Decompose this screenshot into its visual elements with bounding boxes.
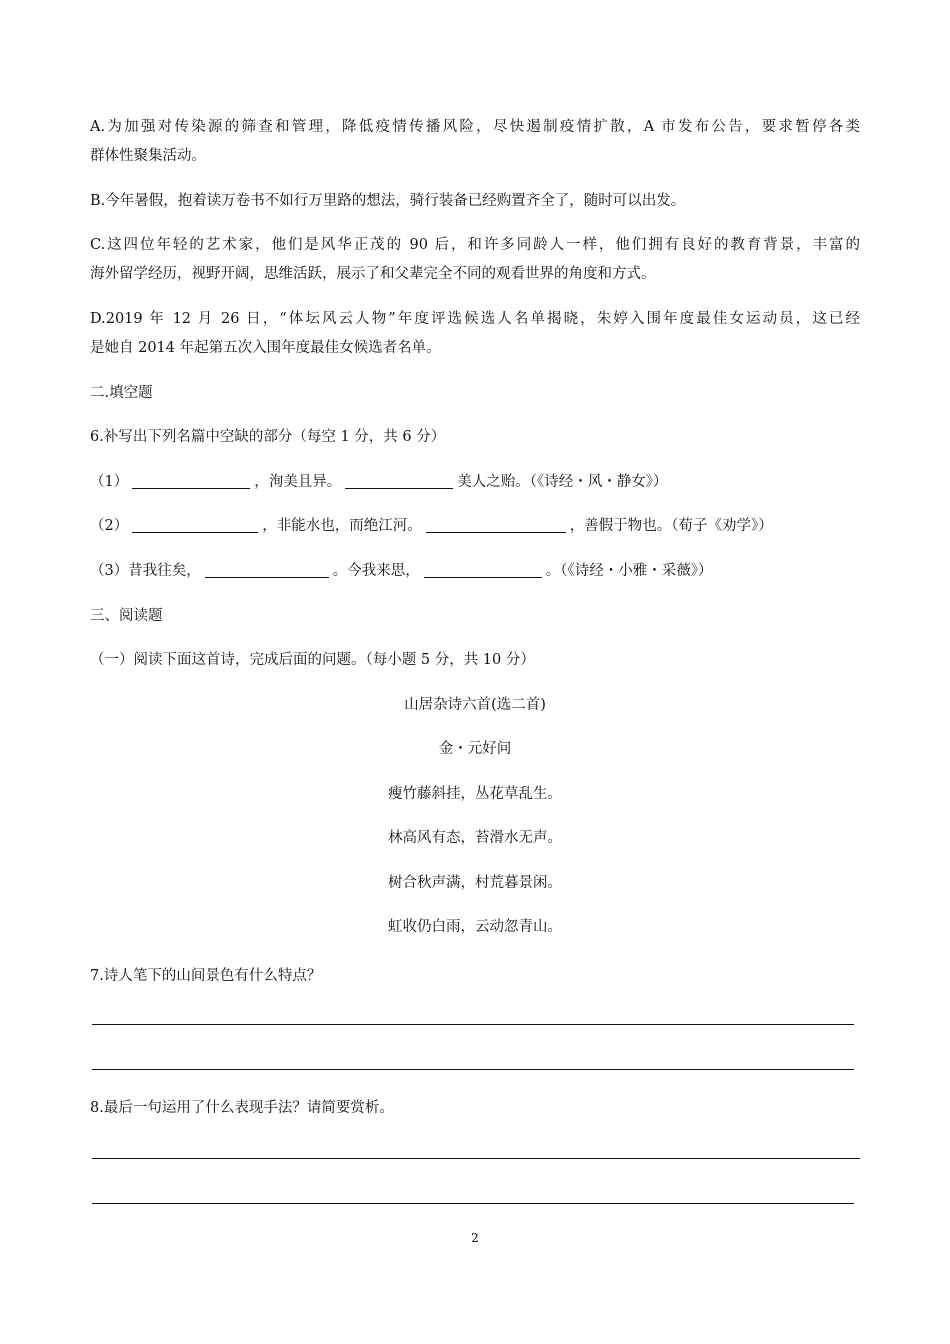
option-d-line-2: 是她自 2014 年起第五次入围年度最佳女候选者名单。	[90, 340, 441, 356]
fill-blank-3a[interactable]	[205, 563, 329, 578]
question-6: 6.补写出下列名篇中空缺的部分（每空 1 分，共 6 分）	[90, 429, 446, 445]
fill-item-1-middle: ，洵美且异。	[254, 474, 342, 490]
answer-line-7b[interactable]	[92, 1069, 854, 1070]
section-3-heading: 三、阅读题	[90, 608, 163, 624]
option-c-line-2: 海外留学经历，视野开阔，思维活跃，展示了和父辈完全不同的观看世界的角度和方式。	[90, 266, 656, 282]
fill-blank-2a[interactable]	[132, 518, 258, 533]
fill-item-2-middle: ，非能水也，而绝江河。	[262, 518, 422, 534]
option-a-line-2: 群体性聚集活动。	[90, 148, 206, 164]
option-a-line-1: A.为加强对传染源的筛查和管理，降低疫情传播风险，尽快遏制疫情扩散，A 市发布公告，要求暂停各类	[90, 119, 860, 135]
answer-line-8a[interactable]	[92, 1158, 860, 1159]
fill-item-2-after: ，善假于物也。（荀子《劝学》）	[569, 518, 773, 534]
fill-item-3-pre: 昔我往矣，	[128, 563, 201, 579]
poem-title: 山居杂诗六首(选二首)	[404, 697, 546, 713]
answer-line-8b[interactable]	[92, 1203, 854, 1204]
fill-blank-2b[interactable]	[426, 518, 566, 533]
fill-item-3-middle: 。今我来思，	[332, 563, 420, 579]
fill-blank-1a[interactable]	[132, 474, 250, 489]
fill-blank-3b[interactable]	[424, 563, 542, 578]
fill-item-3-after: 。（《诗经・小雅・采薇》）	[545, 563, 713, 579]
fill-item-2-number: （2）	[90, 518, 129, 534]
fill-item-3-number: （3）	[90, 563, 129, 579]
fill-blank-1b[interactable]	[345, 474, 453, 489]
fill-item-1-number: （1）	[90, 474, 129, 490]
fill-item-2	[90, 516, 860, 536]
poem-line-3: 树合秋声满，村荒暮景闲。	[388, 875, 562, 891]
question-8: 8.最后一句运用了什么表现手法？请简要赏析。	[90, 1100, 394, 1116]
page-number: 2	[471, 1231, 479, 1245]
option-c-line-1: C.这四位年轻的艺术家，他们是风华正茂的 90 后，和许多同龄人一样，他们拥有良好的教育背景，丰富的	[90, 237, 860, 253]
poem-author: 金・元好问	[438, 741, 512, 757]
fill-item-1-after: 美人之贻。（《诗经・风・静女》）	[457, 474, 668, 490]
option-b-line-1: B.今年暑假，抱着读万卷书不如行万里路的想法，骑行装备已经购置齐全了，随时可以出发。	[90, 193, 686, 209]
fill-item-3	[90, 561, 860, 581]
option-d-line-1: D.2019 年 12 月 26 日，“体坛风云人物”年度评选候选人名单揭晓，朱婷入围年度最佳女运动员，这已经	[90, 311, 860, 327]
section-2-heading: 二.填空题	[90, 385, 153, 401]
reading-intro: （一）阅读下面这首诗，完成后面的问题。（每小题 5 分，共 10 分）	[90, 652, 535, 668]
question-7: 7.诗人笔下的山间景色有什么特点？	[90, 968, 322, 984]
fill-item-1	[90, 472, 860, 492]
poem-line-4: 虹收仍白雨，云动忽青山。	[388, 919, 562, 935]
poem-line-1: 瘦竹藤斜挂，丛花草乱生。	[388, 786, 562, 802]
poem-line-2: 林高风有态，苔滑水无声。	[388, 830, 562, 846]
answer-line-7a[interactable]	[92, 1024, 854, 1025]
